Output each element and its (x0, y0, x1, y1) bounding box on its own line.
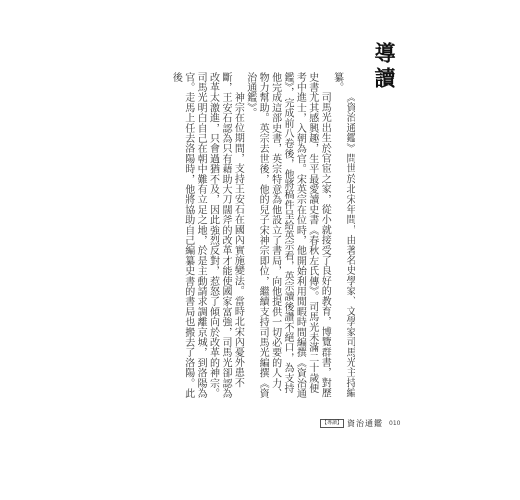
book-title: 資治通鑑 (347, 418, 384, 428)
page-footer (320, 416, 400, 430)
body-text (119, 72, 355, 402)
page-number: 010 (389, 419, 401, 427)
section-badge: 【導讀】 (322, 419, 343, 426)
page-heading: 導讀 (372, 42, 396, 92)
paragraph: 司馬光出生於官宦之家，從小就接受了良好的教育，博覽群書，對歷史書尤其感興趣，生平最愛讀史書《春秋左氏傳》。司馬光未滿二十歲便考中進士，入朝為官。宋英宗在位時，他開始利用閒暇時間編撰《資治通鑑》，完成前八卷後，他將稿件呈給英宗看，英宗讀後讚不絕口，為支持他完成這部史書，英宗特意為他設立了書局，向他提供一切必要的人力、物力幫助。英宗去世後，他的兒子宋神宗即位，繼續支持司馬光編撰《資治通鑑》。 (244, 72, 331, 399)
paragraph: 神宗在位期間，支持王安石在國內實施變法。當時北宋內憂外患不斷，王安石認為只有藉助大刀闊斧的改革才能使國家富強，司馬光卻認為改革太激進，只會過猶不及，因此強烈反對，惹怒了傾向於改革的神宗。司馬光明白自己在朝中難有立足之地，於是主動請求調離京城，到洛陽為官。走馬上任去洛陽時，他將協助自己編纂史書的書局也搬去了洛陽。此後 (170, 72, 244, 399)
paragraph: 《資治通鑑》問世於北宋年間，由著名史學家、文學家司馬光主持編纂。 (331, 72, 355, 398)
